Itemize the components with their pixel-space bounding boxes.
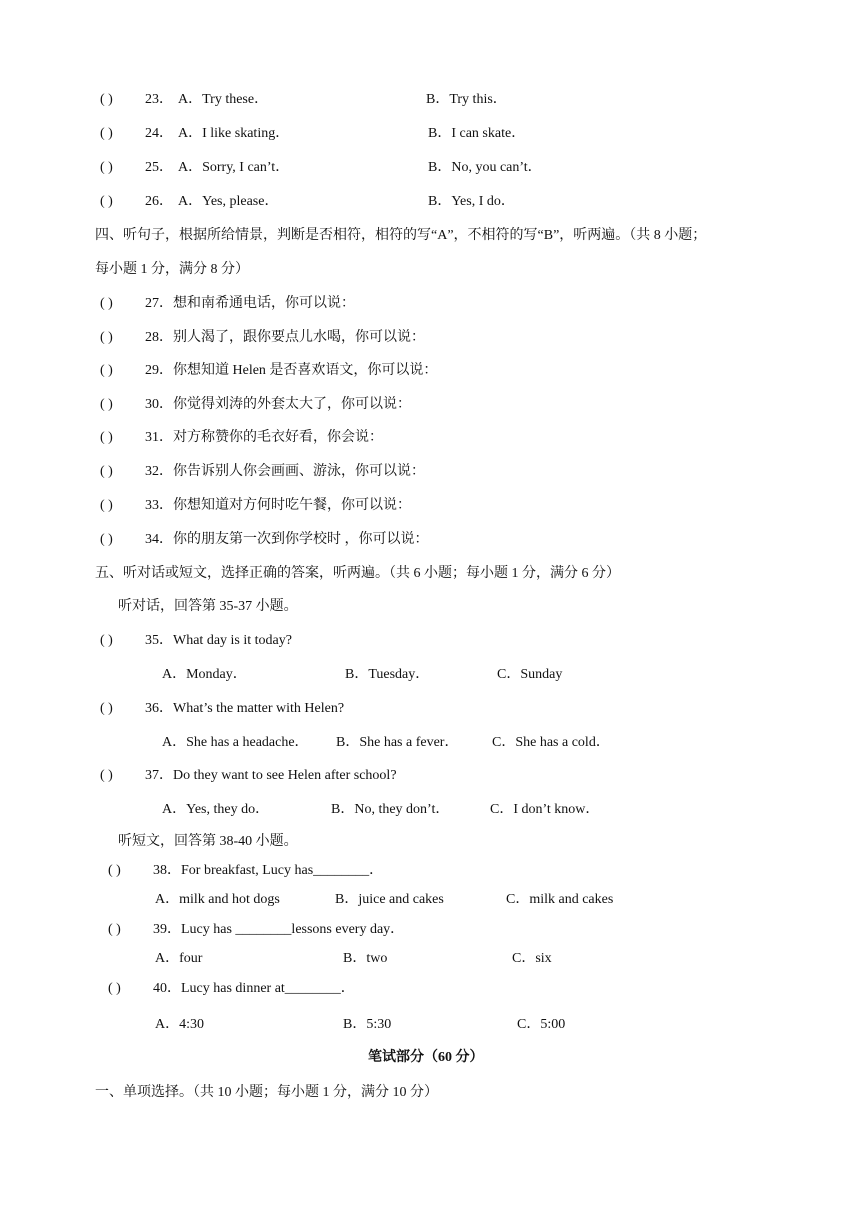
option-a: A．Yes, they do． xyxy=(162,802,270,817)
option-c: C．six xyxy=(512,951,552,966)
option-b: B．No, they don’t． xyxy=(331,802,450,817)
question-text: 28．别人渴了，跟你要点儿水喝，你可以说： xyxy=(145,330,425,345)
question-number: 25． xyxy=(145,160,173,175)
option-c: C．I don’t know． xyxy=(490,802,600,817)
question-text: 30．你觉得刘涛的外套太大了，你可以说： xyxy=(145,397,411,412)
answer-blank[interactable]: ( ) xyxy=(100,532,113,547)
question-text: 35．What day is it today? xyxy=(145,633,292,648)
option-c: C．Sunday xyxy=(497,667,563,682)
option-b: B．two xyxy=(343,951,388,966)
option-b: B．She has a fever． xyxy=(336,735,459,750)
question-text: 38．For breakfast, Lucy has________． xyxy=(153,863,384,878)
answer-blank[interactable]: ( ) xyxy=(100,633,113,648)
option-a: A．She has a headache． xyxy=(162,735,309,750)
option-b: B．Yes, I do． xyxy=(428,194,515,209)
option-c: C．She has a cold． xyxy=(492,735,610,750)
answer-blank[interactable]: ( ) xyxy=(100,363,113,378)
answer-blank[interactable]: ( ) xyxy=(100,330,113,345)
option-b: B．Tuesday． xyxy=(345,667,430,682)
written-part-title: 笔试部分（60 分） xyxy=(368,1050,484,1065)
section-5-heading: 五、听对话或短文，选择正确的答案，听两遍。（共 6 小题；每小题 1 分，满分 6 分） xyxy=(95,566,620,581)
section-4-heading: 四、听句子，根据所给情景，判断是否相符，相符的写“A”，不相符的写“B”，听两遍。（共 8 小题； xyxy=(95,228,707,243)
option-a: A．Yes, please． xyxy=(178,194,279,209)
answer-blank[interactable]: ( ) xyxy=(100,498,113,513)
question-number: 26． xyxy=(145,194,173,209)
option-a: A．Try these． xyxy=(178,92,269,107)
option-b: B．I can skate． xyxy=(428,126,526,141)
answer-blank[interactable]: ( ) xyxy=(100,126,113,141)
option-a: A．four xyxy=(155,951,203,966)
question-text: 33．你想知道对方何时吃午餐，你可以说： xyxy=(145,498,411,513)
dialogue-intro: 听对话，回答第 35-37 小题。 xyxy=(118,599,298,614)
question-text: 39．Lucy has ________lessons every day． xyxy=(153,922,405,937)
question-text: 31．对方称赞你的毛衣好看，你会说： xyxy=(145,430,383,445)
answer-blank[interactable]: ( ) xyxy=(100,430,113,445)
answer-blank[interactable]: ( ) xyxy=(100,768,113,783)
question-number: 23． xyxy=(145,92,173,107)
option-b: B．5:30 xyxy=(343,1017,392,1032)
answer-blank[interactable]: ( ) xyxy=(100,92,113,107)
option-b: B．juice and cakes xyxy=(335,892,444,907)
question-text: 27．想和南希通电话，你可以说： xyxy=(145,296,355,311)
answer-blank[interactable]: ( ) xyxy=(100,296,113,311)
option-a: A．I like skating． xyxy=(178,126,290,141)
written-section-1-heading: 一、单项选择。（共 10 小题；每小题 1 分，满分 10 分） xyxy=(95,1085,438,1100)
option-a: A．Sorry, I can’t． xyxy=(178,160,290,175)
question-text: 32．你告诉别人你会画画、游泳，你可以说： xyxy=(145,464,425,479)
option-a: A．4:30 xyxy=(155,1017,204,1032)
option-a: A．Monday． xyxy=(162,667,247,682)
option-c: C．5:00 xyxy=(517,1017,566,1032)
answer-blank[interactable]: ( ) xyxy=(100,194,113,209)
option-b: B．No, you can’t． xyxy=(428,160,542,175)
answer-blank[interactable]: ( ) xyxy=(100,464,113,479)
answer-blank[interactable]: ( ) xyxy=(100,701,113,716)
question-text: 29．你想知道 Helen 是否喜欢语文，你可以说： xyxy=(145,363,438,378)
answer-blank[interactable]: ( ) xyxy=(108,922,121,937)
section-4-heading-cont: 每小题 1 分，满分 8 分） xyxy=(95,262,249,277)
option-b: B．Try this． xyxy=(426,92,507,107)
question-text: 36．What’s the matter with Helen? xyxy=(145,701,345,716)
option-a: A．milk and hot dogs xyxy=(155,892,280,907)
option-c: C．milk and cakes xyxy=(506,892,614,907)
answer-blank[interactable]: ( ) xyxy=(108,863,121,878)
answer-blank[interactable]: ( ) xyxy=(100,160,113,175)
question-text: 34．你的朋友第一次到你学校时 ，你可以说： xyxy=(145,532,429,547)
question-number: 24． xyxy=(145,126,173,141)
answer-blank[interactable]: ( ) xyxy=(108,981,121,996)
passage-intro: 听短文，回答第 38-40 小题。 xyxy=(118,834,298,849)
answer-blank[interactable]: ( ) xyxy=(100,397,113,412)
question-text: 37．Do they want to see Helen after school? xyxy=(145,768,397,783)
question-text: 40．Lucy has dinner at________． xyxy=(153,981,355,996)
